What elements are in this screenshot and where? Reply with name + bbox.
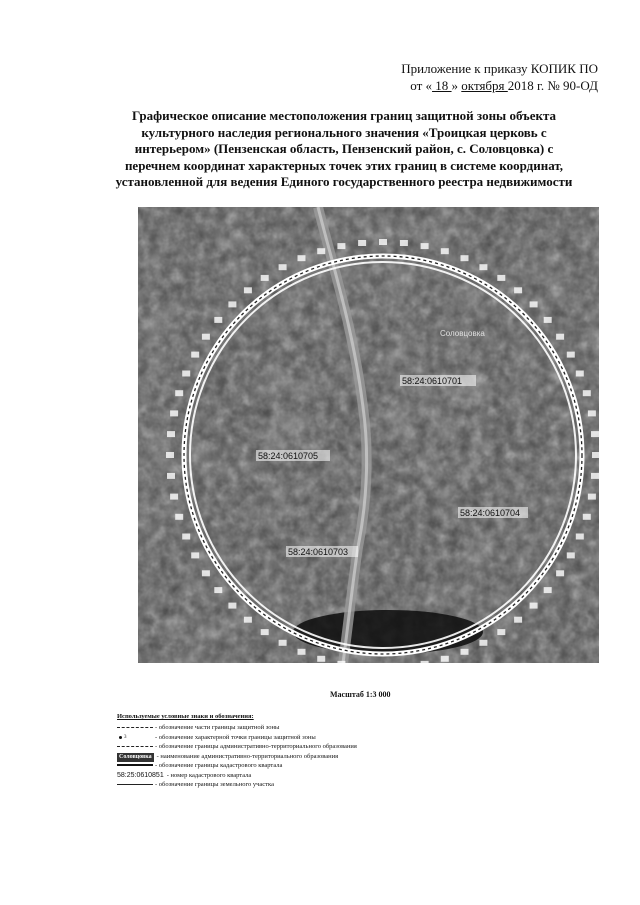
boundary-point-marker bbox=[167, 431, 175, 437]
boundary-point-marker bbox=[588, 494, 596, 500]
legend-item-parcel-boundary bbox=[117, 780, 417, 790]
boundary-point-marker bbox=[202, 570, 210, 576]
legend-item-admin-boundary bbox=[117, 742, 417, 752]
boundary-point-marker bbox=[166, 452, 174, 458]
legend-symbol-cadastral-number: 58:25:0610851 bbox=[117, 771, 164, 779]
title-line-4: перечнем координат характерных точек этих границ в системе координат, bbox=[124, 157, 564, 173]
boundary-point-marker bbox=[182, 534, 190, 540]
boundary-point-marker bbox=[170, 410, 178, 416]
legend-text: - обозначение границы земельного участка bbox=[155, 781, 274, 789]
boundary-point-marker bbox=[228, 603, 236, 609]
boundary-point-marker bbox=[544, 587, 552, 593]
boundary-point-marker bbox=[244, 617, 252, 623]
legend-text: - наименование административно-территориального образования bbox=[156, 752, 339, 760]
boundary-point-marker bbox=[170, 494, 178, 500]
boundary-point-marker bbox=[298, 255, 306, 261]
boundary-point-marker bbox=[576, 371, 584, 377]
boundary-point-marker bbox=[567, 552, 575, 558]
boundary-point-marker bbox=[317, 656, 325, 662]
boundary-point-marker bbox=[588, 410, 596, 416]
boundary-point-marker bbox=[497, 629, 505, 635]
title-line-3: интерьером» (Пензенская область, Пензенский район, с. Соловцовка) с bbox=[134, 141, 554, 156]
boundary-point-marker bbox=[167, 473, 175, 479]
legend bbox=[117, 712, 417, 790]
boundary-point-marker bbox=[514, 287, 522, 293]
boundary-point-marker bbox=[337, 243, 345, 249]
boundary-point-marker bbox=[497, 275, 505, 281]
svg-text:58:24:0610701: 58:24:0610701 bbox=[402, 376, 463, 386]
appendix-line1: Приложение к приказу КОПИК ПО bbox=[401, 61, 598, 76]
boundary-point-marker bbox=[175, 390, 183, 396]
appendix-suffix: 2018 г. № 90-ОД bbox=[507, 78, 598, 93]
cadastral-label-2 bbox=[256, 450, 330, 461]
legend-item-admin-name bbox=[117, 752, 417, 762]
boundary-point-marker bbox=[421, 661, 429, 663]
boundary-point-marker bbox=[583, 390, 591, 396]
boundary-point-marker bbox=[244, 287, 252, 293]
boundary-point-marker bbox=[576, 534, 584, 540]
boundary-point-marker bbox=[567, 352, 575, 358]
legend-symbol-admin-line bbox=[117, 742, 153, 751]
appendix-prefix: от « bbox=[410, 78, 433, 93]
boundary-point-marker bbox=[591, 473, 599, 479]
legend-symbol-cadastral-line bbox=[117, 761, 153, 770]
appendix-header bbox=[338, 60, 598, 94]
boundary-point-marker bbox=[514, 617, 522, 623]
map-canvas bbox=[138, 207, 599, 663]
boundary-point-marker bbox=[461, 255, 469, 261]
boundary-point-marker bbox=[556, 570, 564, 576]
legend-title: Используемые условные знаки и обозначения: bbox=[117, 713, 254, 720]
boundary-point-marker bbox=[544, 317, 552, 323]
cadastral-label-3 bbox=[458, 507, 528, 518]
cadastral-label-4 bbox=[286, 546, 358, 557]
title-line-1: Графическое описание местоположения границ защитной зоны объекта bbox=[131, 108, 557, 123]
boundary-point-marker bbox=[358, 240, 366, 246]
boundary-point-marker bbox=[191, 552, 199, 558]
boundary-point-marker bbox=[556, 334, 564, 340]
boundary-point-marker bbox=[400, 240, 408, 246]
boundary-point-marker bbox=[530, 603, 538, 609]
boundary-point-marker bbox=[202, 334, 210, 340]
boundary-point-marker bbox=[298, 649, 306, 655]
legend-symbol-point: 3 bbox=[117, 733, 153, 742]
boundary-point-marker bbox=[479, 640, 487, 646]
boundary-point-marker bbox=[583, 514, 591, 520]
appendix-line2 bbox=[338, 77, 598, 94]
legend-symbol-admin-name: Соловцовка bbox=[119, 753, 152, 760]
cadastral-label-1 bbox=[400, 375, 476, 386]
boundary-point-marker bbox=[175, 514, 183, 520]
svg-text:58:24:0610705: 58:24:0610705 bbox=[258, 451, 319, 461]
legend-text: - обозначение границы кадастрового квартала bbox=[155, 762, 283, 770]
boundary-point-marker bbox=[261, 629, 269, 635]
boundary-point-marker bbox=[279, 264, 287, 270]
appendix-day: 18 bbox=[432, 78, 452, 93]
legend-item-zone-part bbox=[117, 723, 417, 733]
boundary-point-marker bbox=[379, 239, 387, 245]
title-line-2: культурного наследия регионального значения «Троицкая церковь с bbox=[141, 124, 547, 140]
appendix-month: октября bbox=[461, 78, 508, 93]
boundary-point-marker bbox=[421, 243, 429, 249]
legend-symbol-zone-line bbox=[117, 723, 153, 732]
legend-item-zone-point bbox=[117, 733, 417, 743]
document-title bbox=[88, 108, 600, 191]
legend-item-cadastral-number bbox=[117, 771, 417, 781]
boundary-point-marker bbox=[317, 248, 325, 254]
boundary-point-marker bbox=[461, 649, 469, 655]
boundary-point-marker bbox=[261, 275, 269, 281]
legend-symbol-parcel-line bbox=[117, 780, 153, 789]
boundary-point-marker bbox=[214, 587, 222, 593]
boundary-point-marker bbox=[214, 317, 222, 323]
legend-text: - обозначение части границы защитной зоны bbox=[155, 724, 280, 732]
legend-text: - номер кадастрового квартала bbox=[166, 771, 252, 779]
boundary-point-marker bbox=[441, 656, 449, 662]
boundary-point-marker bbox=[228, 301, 236, 307]
appendix-mid: » bbox=[451, 78, 462, 93]
boundary-point-marker bbox=[530, 301, 538, 307]
legend-item-cadastral-boundary bbox=[117, 761, 417, 771]
boundary-point-marker bbox=[191, 352, 199, 358]
title-line-5: установленной для ведения Единого государственного реестра недвижимости bbox=[115, 174, 573, 189]
boundary-point-marker bbox=[479, 264, 487, 270]
legend-text: - обозначение границы административно-территориального образования bbox=[155, 743, 357, 751]
settlement-label: Соловцовка bbox=[440, 329, 485, 338]
boundary-point-marker bbox=[279, 640, 287, 646]
boundary-point-marker bbox=[441, 248, 449, 254]
map-scale: Масштаб 1:3 000 bbox=[330, 690, 391, 699]
boundary-point-marker bbox=[591, 431, 599, 437]
boundary-point-marker bbox=[182, 371, 190, 377]
aerial-map bbox=[138, 207, 599, 663]
boundary-point-marker bbox=[592, 452, 599, 458]
legend-text: - обозначение характерной точки границы защитной зоны bbox=[155, 733, 316, 741]
boundary-point-marker bbox=[337, 661, 345, 663]
svg-text:58:24:0610703: 58:24:0610703 bbox=[288, 547, 349, 557]
svg-text:58:24:0610704: 58:24:0610704 bbox=[460, 508, 521, 518]
